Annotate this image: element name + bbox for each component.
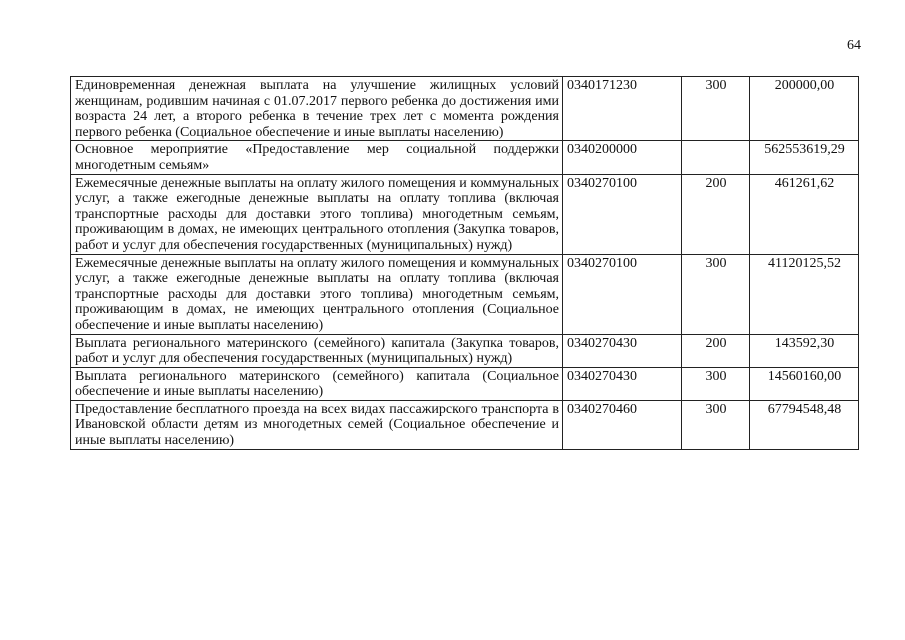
row-code: 0340171230 (563, 77, 682, 141)
row-description: Предоставление бесплатного проезда на всех видах пассажирского транспорта в Ивановской области детям из многодетных семей (Социальное обеспечение и иные выплаты населению) (71, 400, 563, 449)
row-amount: 562553619,29 (750, 141, 859, 174)
row-expense-type: 300 (682, 367, 750, 400)
budget-table (70, 76, 859, 450)
row-expense-type: 200 (682, 174, 750, 254)
row-expense-type: 300 (682, 254, 750, 334)
table-row (71, 254, 859, 334)
table-row (71, 174, 859, 254)
row-description: Ежемесячные денежные выплаты на оплату жилого помещения и коммунальных услуг, а также ежегодные денежные выплаты на оплату топлива (включая транспортные расходы для доставки этого топлива) многодетным семьям, проживающим в домах, не имеющих центрального отопления (Социальное обеспечение и иные выплаты населению) (71, 254, 563, 334)
row-amount: 461261,62 (750, 174, 859, 254)
row-description: Выплата регионального материнского (семейного) капитала (Социальное обеспечение и иные выплаты населению) (71, 367, 563, 400)
row-expense-type: 200 (682, 334, 750, 367)
row-code: 0340270430 (563, 334, 682, 367)
row-amount: 14560160,00 (750, 367, 859, 400)
table-row (71, 334, 859, 367)
table-row (71, 400, 859, 449)
row-expense-type: 300 (682, 77, 750, 141)
row-amount: 143592,30 (750, 334, 859, 367)
row-code: 0340270460 (563, 400, 682, 449)
row-code: 0340200000 (563, 141, 682, 174)
row-code: 0340270100 (563, 174, 682, 254)
table-row (71, 367, 859, 400)
row-code: 0340270100 (563, 254, 682, 334)
row-amount: 41120125,52 (750, 254, 859, 334)
row-expense-type: 300 (682, 400, 750, 449)
row-description: Единовременная денежная выплата на улучшение жилищных условий женщинам, родившим начиная с 01.07.2017 первого ребенка до достижения ими возраста 24 лет, а второго ребенка в течение трех лет с момента рождения первого ребенка (Социальное обеспечение и иные выплаты населению) (71, 77, 563, 141)
table-row (71, 141, 859, 174)
table-row (71, 77, 859, 141)
row-description: Выплата регионального материнского (семейного) капитала (Закупка товаров, работ и услуг для обеспечения государственных (муниципальных) нужд) (71, 334, 563, 367)
row-description: Основное мероприятие «Предоставление мер социальной поддержки многодетным семьям» (71, 141, 563, 174)
row-amount: 200000,00 (750, 77, 859, 141)
row-description: Ежемесячные денежные выплаты на оплату жилого помещения и коммунальных услуг, а также ежегодные денежные выплаты на оплату топлива (включая транспортные расходы для доставки этого топлива) многодетным семьям, проживающим в домах, не имеющих центрального отопления (Закупка товаров, работ и услуг для обеспечения государственных (муниципальных) нужд) (71, 174, 563, 254)
page-number: 64 (847, 38, 861, 53)
row-code: 0340270430 (563, 367, 682, 400)
row-expense-type (682, 141, 750, 174)
row-amount: 67794548,48 (750, 400, 859, 449)
